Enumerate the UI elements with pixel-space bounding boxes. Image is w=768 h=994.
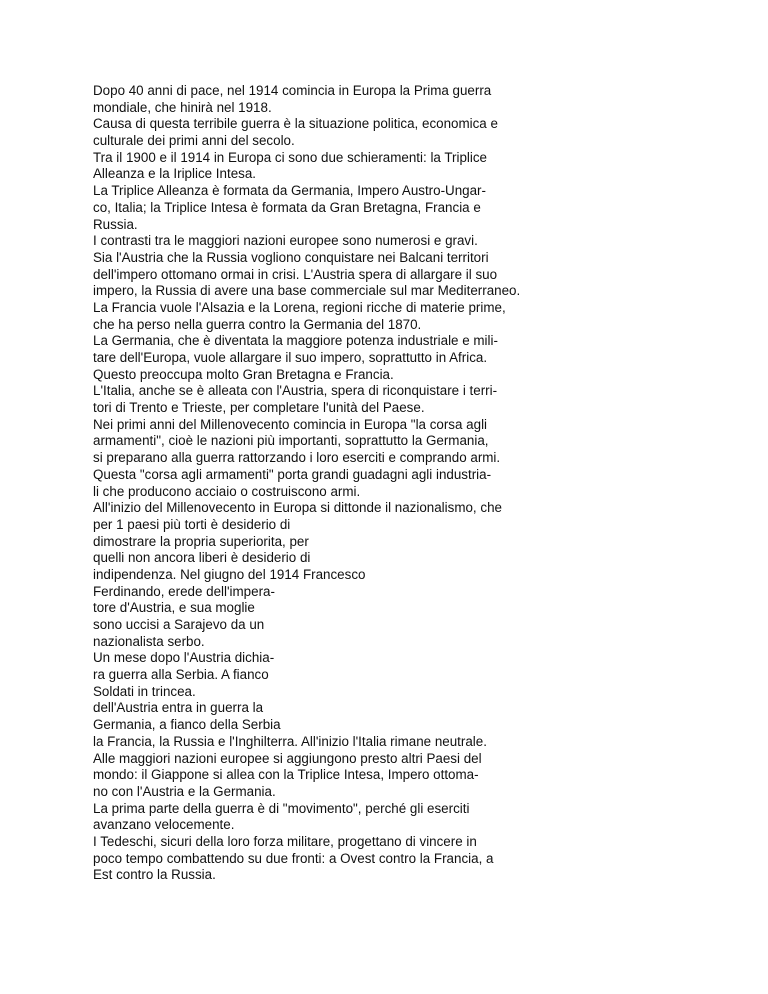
text-line: poco tempo combattendo su due fronti: a Ovest contro la Francia, a — [93, 850, 494, 866]
text-line: nazionalista serbo. — [93, 633, 205, 649]
text-line: Tra il 1900 e il 1914 in Europa ci sono due schieramenti: la Triplice — [93, 149, 487, 165]
text-line: La Francia vuole l'Alsazia e la Lorena, regioni ricche di materie prime, — [93, 299, 506, 315]
text-line: Soldati in trincea. — [93, 683, 196, 699]
text-line: La Triplice Alleanza è formata da Germania, Impero Austro-Ungar- — [93, 183, 486, 199]
text-line: impero, la Russia di avere una base commerciale sul mar Mediterraneo. — [93, 283, 521, 299]
text-line: mondiale, che hinirà nel 1918. — [93, 99, 272, 115]
text-line: co, Italia; la Triplice Intesa è formata da Gran Bretagna, Francia e — [93, 199, 481, 215]
text-line: Causa di questa terribile guerra è la situazione politica, economica e — [93, 116, 498, 132]
text-line: La prima parte della guerra è di "movimento", perché gli eserciti — [93, 800, 470, 816]
text-line: armamenti", cioè le nazioni più importanti, soprattutto la Germania, — [93, 433, 489, 449]
text-line: Alle maggiori nazioni europee si aggiungono presto altri Paesi del — [93, 750, 482, 766]
text-line: sono uccisi a Sarajevo da un — [93, 617, 265, 632]
body-text — [93, 83, 573, 884]
text-line: dimostrare la propria superiorita, per — [93, 533, 309, 549]
text-line: li che producono acciaio o costruiscono armi. — [93, 483, 361, 499]
text-line: Ferdinando, erede dell'impera- — [93, 583, 275, 599]
text-line: L'Italia, anche se è alleata con l'Austria, spera di riconquistare i terri- — [93, 383, 498, 399]
text-line: la Francia, la Russia e l'Inghilterra. All'inizio l'Italia rimane neutrale. — [93, 733, 487, 749]
text-line: All'inizio del Millenovecento in Europa si dittonde il nazionalismo, che — [93, 500, 502, 516]
text-line: si preparano alla guerra rattorzando i loro eserciti e comprando armi. — [93, 450, 501, 466]
text-line: no con l'Austria e la Germania. — [93, 783, 276, 799]
text-line: avanzano velocemente. — [93, 817, 235, 833]
text-line: culturale dei primi anni del secolo. — [93, 133, 295, 149]
text-line: Sia l'Austria che la Russia vogliono conquistare nei Balcani territori — [93, 249, 489, 265]
text-line: Germania, a fianco della Serbia — [93, 717, 281, 733]
text-line: indipendenza. Nel giugno del 1914 Francesco — [93, 566, 366, 582]
text-line: dell'Austria entra in guerra la — [93, 700, 264, 716]
text-line: tore d'Austria, e sua moglie — [93, 600, 255, 616]
text-line: Dopo 40 anni di pace, nel 1914 comincia in Europa la Prima guerra — [93, 83, 492, 98]
text-line: I Tedeschi, sicuri della loro forza militare, progettano di vincere in — [93, 833, 477, 849]
text-line: tare dell'Europa, vuole allargare il suo impero, soprattutto in Africa. — [93, 350, 488, 365]
text-line: La Germania, che è diventata la maggiore potenza industriale e mili- — [93, 333, 498, 349]
text-line: Russia. — [93, 216, 138, 232]
text-line: quelli non ancora liberi è desiderio di — [93, 550, 311, 566]
text-line: Un mese dopo l'Austria dichia- — [93, 650, 275, 666]
text-line: Questa "corsa agli armamenti" porta grandi guadagni agli industria- — [93, 466, 492, 482]
text-line: Nei primi anni del Millenovecento comincia in Europa "la corsa agli — [93, 416, 488, 432]
text-line: ra guerra alla Serbia. A fianco — [93, 667, 269, 683]
text-line: Questo preoccupa molto Gran Bretagna e Francia. — [93, 366, 394, 382]
text-line: I contrasti tra le maggiori nazioni europee sono numerosi e gravi. — [93, 233, 478, 249]
text-line: Alleanza e la Iriplice Intesa. — [93, 166, 257, 182]
text-line: dell'impero ottomano ormai in crisi. L'Austria spera di allargare il suo — [93, 266, 498, 282]
text-line: tori di Trento e Trieste, per completare l'unità del Paese. — [93, 400, 425, 416]
text-line: Est contro la Russia. — [93, 867, 216, 883]
text-line: che ha perso nella guerra contro la Germania del 1870. — [93, 316, 422, 332]
text-line: mondo: il Giappone si allea con la Triplice Intesa, Impero ottoma- — [93, 767, 479, 783]
text-line: per 1 paesi più torti è desiderio di — [93, 516, 291, 532]
